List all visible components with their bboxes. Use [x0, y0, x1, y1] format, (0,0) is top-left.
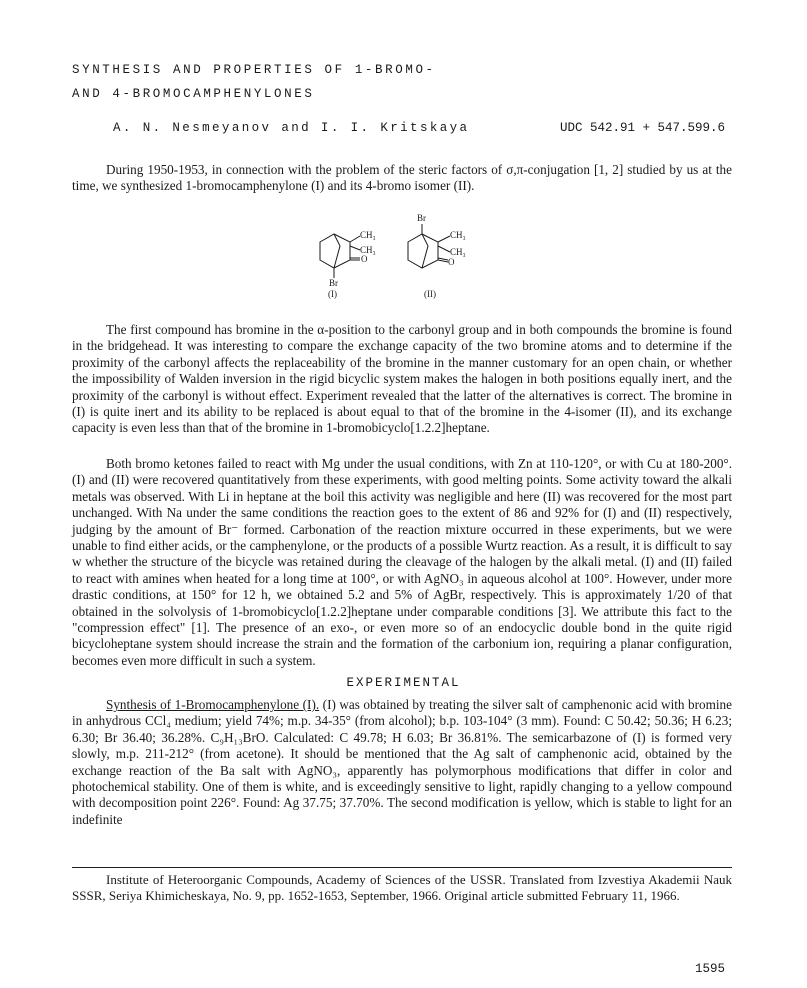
structure-1-oxygen: O: [361, 254, 368, 264]
structure-1-bond-carbonyl: [350, 258, 360, 260]
experimental-text: [72, 697, 732, 828]
structure-1-bond-ch3-bottom: [350, 246, 360, 250]
structure-2-bond-ch3-top: [438, 236, 450, 242]
paragraph-3-text: Both bromo ketones failed to react with Mg under the usual conditions, with Zn at 110-120°, or with Cu at 180-200°. (I) and (II) were recovered quantitatively from these experiments, with good melting points. Some activity toward the alkali metals was observed. With Li in heptane at the boil this activity was negligible and here (II) was recovered for the most part unchanged. With Na under the same conditions the reaction goes to the extent of 86 and 92% for (I) and (II) respectively, judging by the amount of Br⁻ formed. Carbonation of the reaction mixture occurred in these experiments, but we were unable to find either acids, or the camphenylone, or the products of a possible Wurtz reaction. As a result, it is difficult to say w whether the structure of the bicycle was retained during the cleavage of the halogen by the alkali metal. (I) and (II) failed to react with amines when heated for a long time at 100°, or with AgNO₃ in aqueous alcohol at 100°. However, under more drastic conditions, at 150° for 12 h, we obtained 5.2 and 5% of AgBr, respectively. This is approximately 1/20 of that obtained in the solvolysis of 1-bromobicyclo[1.2.2]heptane under comparable conditions [3]. We attribute this fact to the "compression effect" [1]. The presence of an exo-, or even more so of an endocyclic double bond in the quite rigid bicycloheptane system should increase the strain and the formation of the carbonium ion, requiring a planar configuration, becomes even more difficult in such a system.: [72, 456, 732, 668]
udc-code: UDC 542.91 + 547.599.6: [559, 121, 725, 135]
paragraph-2: [72, 322, 732, 437]
experimental-heading: EXPERIMENTAL: [346, 676, 461, 690]
structure-2-oxygen: O: [448, 257, 455, 267]
paragraph-2-text: The first compound has bromine in the α-position to the carbonyl group and in both compounds the bromine is found in the bridgehead. It was interesting to compare the exchange capacity of the two bromine atoms and to determine if the proximity of the carbonyl affects the replaceability of the bromine in the manner customary for an open chain, or whether the impossibility of Walden inversion in the rigid bicyclic system makes the halogen in both positions equally inert, and the proximity of the carbonyl is without effect. Experiment revealed that the latter of the alternatives is correct. The bromine in (I) is quite inert and its ability to be replaced is about equal to that of the bromine in the 4-isomer (II), and its exchange capacity is even less than that of the bromine in 1-bromobicyclo[1.2.2]heptane.: [72, 322, 732, 436]
footnote-text: Institute of Heteroorganic Compounds, Academy of Sciences of the USSR. Translated from Izvestiya Akademii Nauk SSSR, Seriya Khimicheskaya, No. 9, pp. 1652-1653, September, 1966. Original article submitted February 11, 1966.: [72, 872, 732, 904]
structure-2-drawing: [408, 224, 450, 268]
footnote: [72, 872, 732, 905]
structure-2-bromine: Br: [417, 213, 426, 223]
structure-1-bridge: [334, 234, 340, 268]
paragraph-3: [72, 456, 732, 669]
structure-2-bond-ch3-bottom: [438, 246, 450, 252]
structure-2-ch3-bottom: CH₃: [450, 247, 466, 257]
experimental-paragraph: [72, 697, 732, 828]
experimental-body: (I) was obtained by treating the silver salt of camphenonic acid with bromine in anhydrous CCl₄ medium; yield 74%; m.p. 34-35° (from alcohol); b.p. 103-104° (3 mm). Found: C 50.42; 50.36; H 6.23; 6.30; Br 36.40; 36.28%. C₉H₁₃BrO. Calculated: C 49.78; H 6.03; Br 36.81%. The semicarbazone of (I) is formed very slowly, m.p. 211-212° (from acetone). It should be mentioned that the Ag salt of camphenonic acid, obtained by the exchange reaction of the Ba salt with AgNO₃, apparently has polymorphous modifications that differ in color and photochemical stability. One of them is white, and is exceedingly sensitive to light, rapidly changing to a yellow compound with decomposition point 226°. Found: Ag 37.75; 37.70%. The second modification is yellow, which is stable to light for an indefinite: [72, 697, 732, 827]
intro-text: During 1950-1953, in connection with the problem of the steric factors of σ,π-conjugation [1, 2] studied by us at the time, we synthesized 1-bromocamphenylone (I) and its 4-bromo isomer (II).: [72, 162, 732, 194]
structure-2-ch3-top: CH₃: [450, 230, 466, 240]
structure-1-bromine: Br: [329, 278, 338, 288]
page-number: 1595: [694, 962, 725, 976]
structures-svg: [300, 212, 480, 310]
paper-title-line2: AND 4-BROMOCAMPHENYLONES: [72, 87, 315, 101]
structure-2-label: (II): [424, 289, 436, 299]
chemical-structures-figure: [300, 212, 480, 310]
structure-1-ch3-top: CH₃: [360, 230, 376, 240]
structure-1-bond-ch3-top: [350, 236, 360, 242]
structure-2-bridge: [422, 234, 428, 268]
structure-1-drawing: [320, 234, 360, 278]
authors: A. N. Nesmeyanov and I. I. Kritskaya: [113, 121, 470, 135]
structure-2-bond-carbonyl: [438, 258, 448, 262]
experimental-subheading: Synthesis of 1-Bromocamphenylone (I).: [106, 697, 320, 712]
structure-1-label: (I): [328, 289, 337, 299]
paper-title-line1: SYNTHESIS AND PROPERTIES OF 1-BROMO-: [72, 63, 436, 77]
footnote-divider: [72, 867, 732, 868]
structure-1-ch3-bottom: CH₃: [360, 245, 376, 255]
intro-paragraph: [72, 162, 732, 195]
